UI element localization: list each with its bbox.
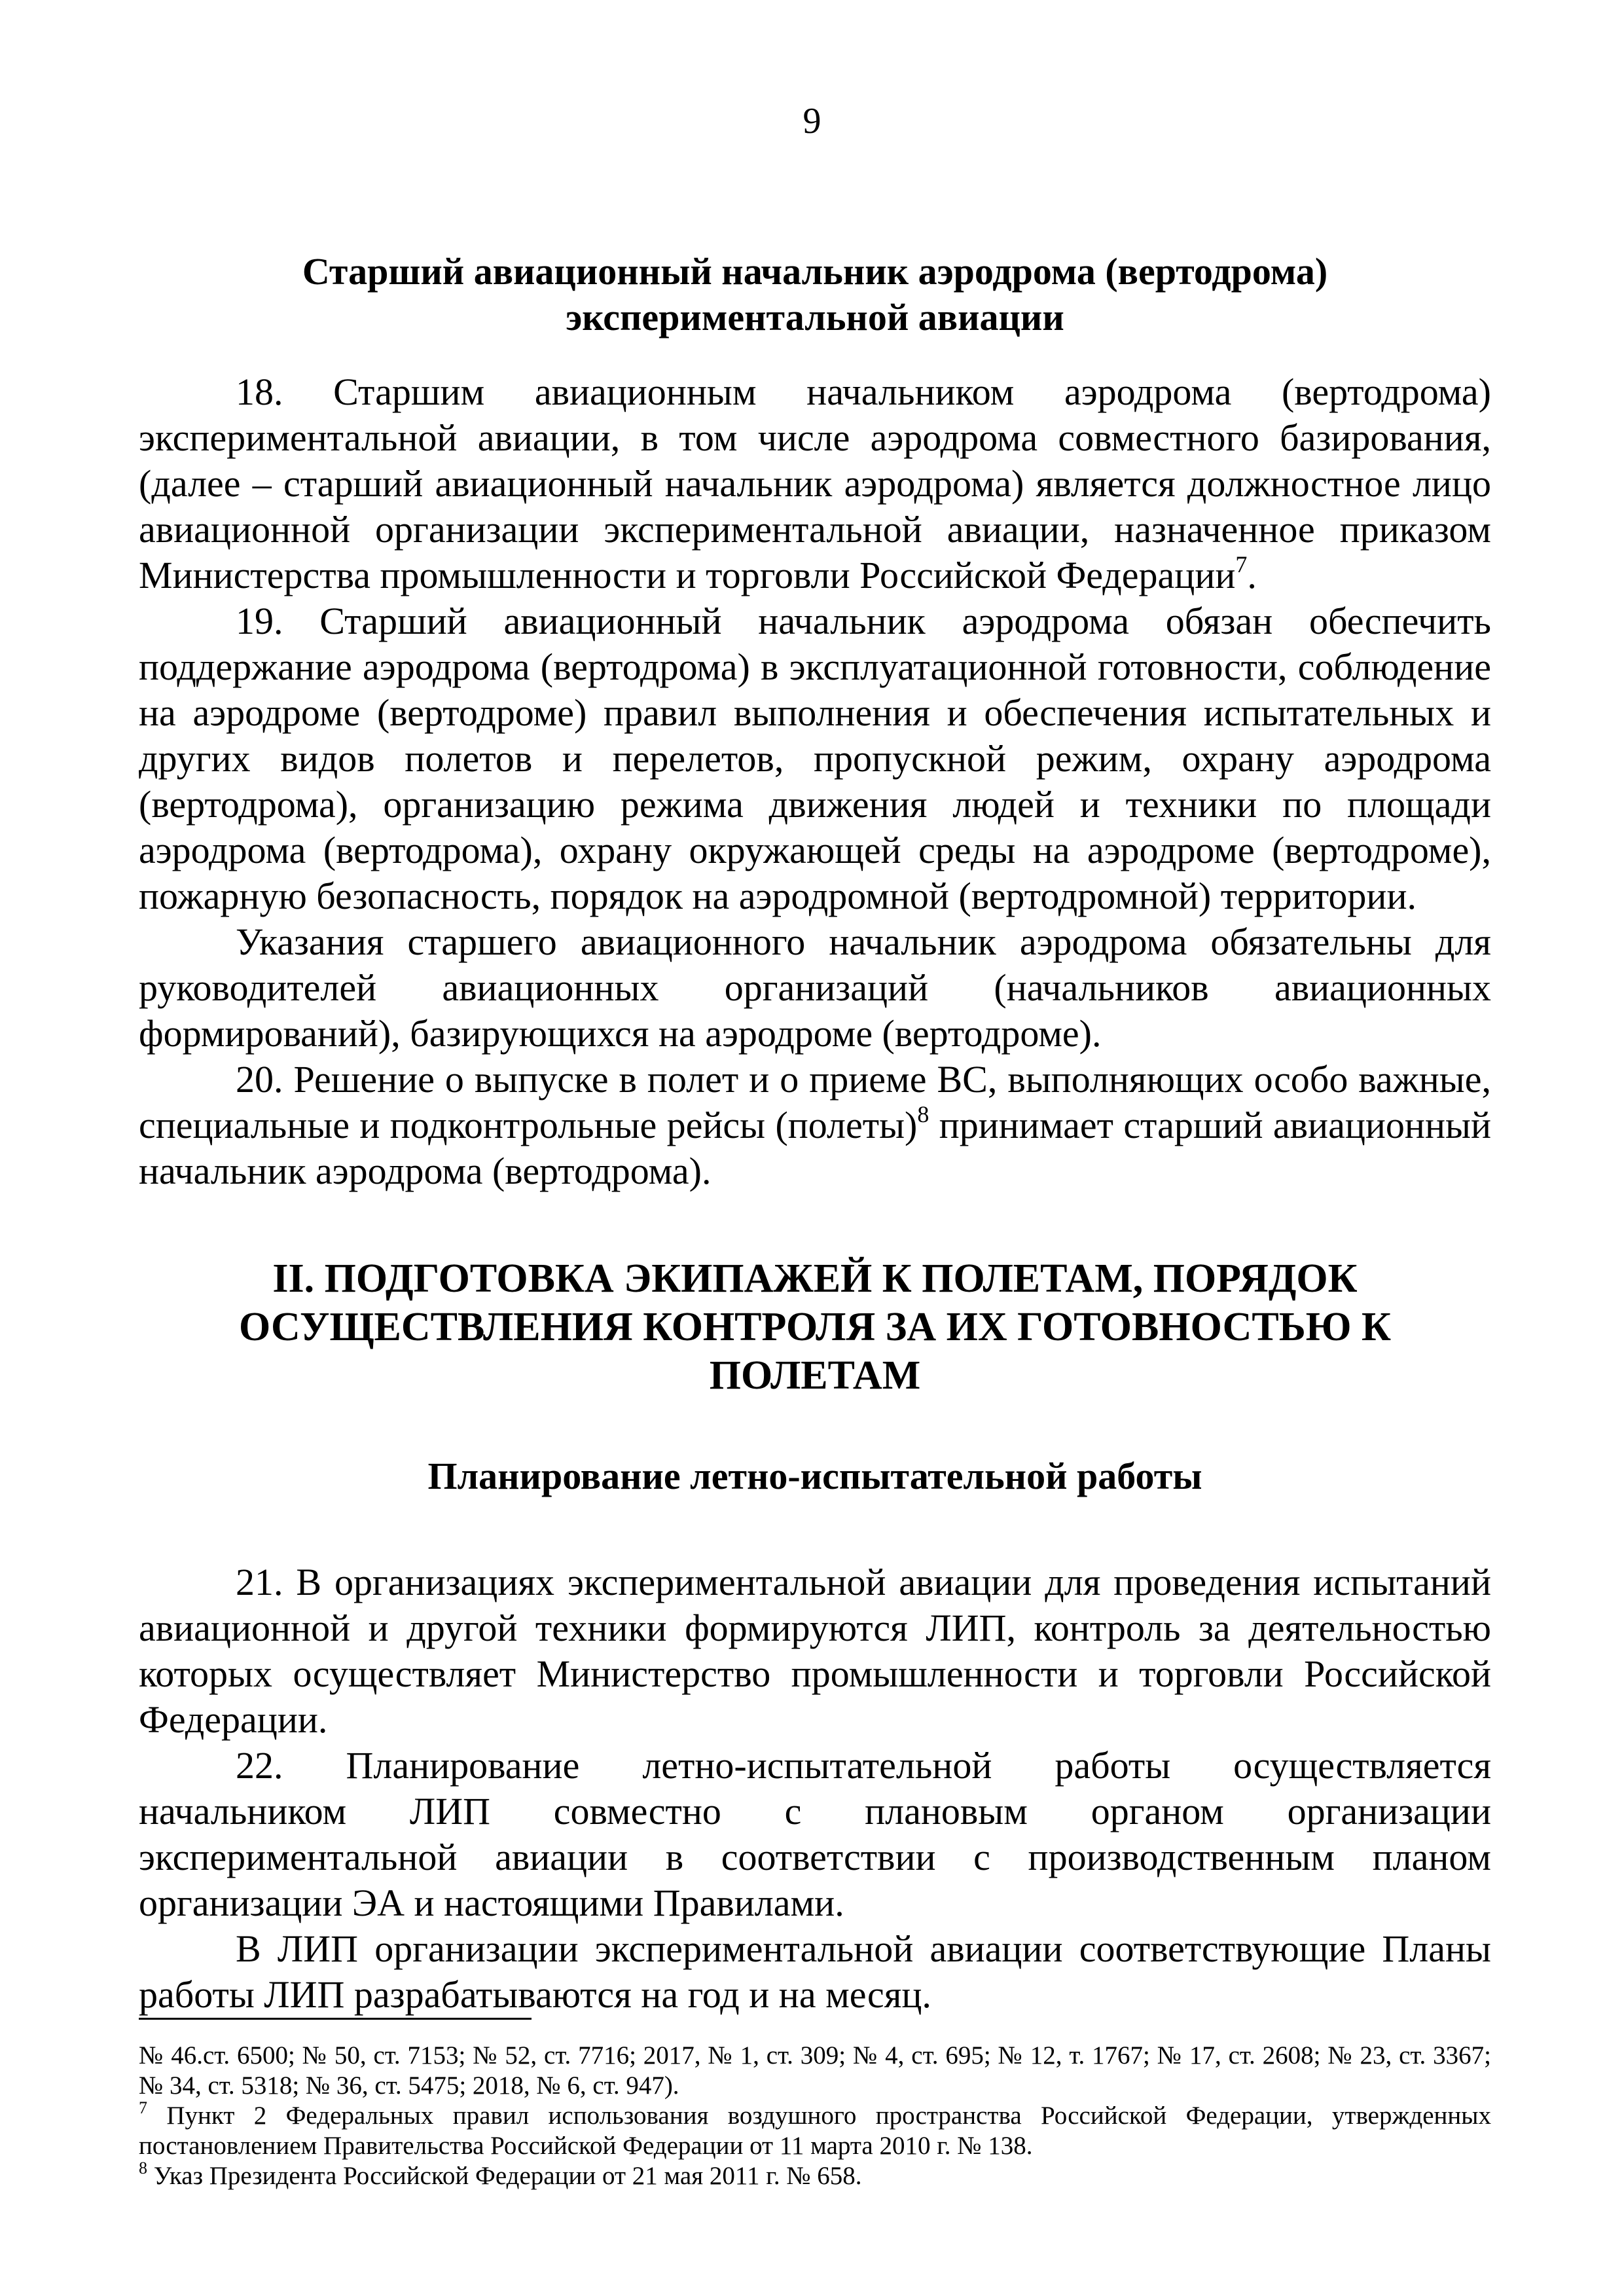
footnote-continuation: № 46.ст. 6500; № 50, ст. 7153; № 52, ст. 7716; 2017, № 1, ст. 309; № 4, ст. 695; № 12, т. 1767; № 17, ст. 2608; № 23, ст. 3367; № 34, ст. 5318; № 36, ст. 5475; 2018, № 6, ст. 947).	[139, 2041, 1491, 2100]
chapter-heading-line-2: ОСУЩЕСТВЛЕНИЯ КОНТРОЛЯ ЗА ИХ ГОТОВНОСТЬЮ К ПОЛЕТАМ	[239, 1305, 1391, 1398]
footnote-divider	[139, 2018, 532, 2020]
footnote-ref-7: 7	[1235, 551, 1248, 577]
footnote-ref-8: 8	[917, 1101, 929, 1127]
footnote-8-text: Указ Президента Российской Федерации от 21 мая 2011 г. № 658.	[147, 2162, 862, 2190]
section-heading-senior-chief	[139, 249, 1491, 340]
paragraph-19-continued: Указания старшего авиационного начальник аэродрома обязательны для руководителей авиационных организаций (начальников авиационных формирований), базирующихся на аэродроме (вертодроме).	[139, 920, 1491, 1055]
paragraph-22-continued: В ЛИП организации экспериментальной авиации соответствующие Планы работы ЛИП разрабатываются на год и на месяц.	[139, 1927, 1491, 2016]
paragraph-19: 19. Старший авиационный начальник аэродрома обязан обеспечить поддержание аэродрома (вертодрома) в эксплуатационной готовности, соблюдение на аэродроме (вертодроме) правил выполнения и обеспечения испытательных и других видов полетов и перелетов, пропускной режим, охрану аэродрома (вертодрома), организацию режима движения людей и техники по площади аэродрома (вертодрома), охрану окружающей среды на аэродроме (вертодроме), пожарную безопасность, порядок на аэродромной (вертодромной) территории.	[139, 600, 1491, 917]
paragraph-20-end: принимает старший авиационный начальник аэродрома (вертодрома).	[139, 1104, 1492, 1192]
paragraph-18	[139, 369, 1491, 598]
heading-line-1: Старший авиационный начальник аэродрома (вертодрома)	[302, 250, 1328, 293]
chapter-heading-line-1: II. ПОДГОТОВКА ЭКИПАЖЕЙ К ПОЛЕТАМ, ПОРЯДОК	[272, 1256, 1358, 1301]
page-number: 9	[803, 101, 821, 141]
footnote-8-mark: 8	[139, 2159, 147, 2178]
paragraph-20-text: 20. Решение о выпуске в полет и о приеме ВС, выполняющих особо важные, специальные и подконтрольные рейсы (полеты)	[139, 1058, 1491, 1146]
footnote-7-mark: 7	[139, 2098, 147, 2117]
footnote-8	[139, 2161, 1491, 2191]
chapter-heading-crew-training	[139, 1254, 1491, 1400]
footnotes	[139, 2018, 1491, 2191]
heading-line-2: экспериментальной авиации	[566, 296, 1064, 338]
document-body	[139, 249, 1491, 2018]
section-heading-planning: Планирование летно-испытательной работы	[427, 1455, 1202, 1497]
paragraph-22: 22. Планирование летно-испытательной работы осуществляется начальником ЛИП совместно с плановым органом организации экспериментальной авиации в соответствии с производственным планом организации ЭА и настоящими Правилами.	[139, 1744, 1491, 1924]
paragraph-18-end: .	[1247, 554, 1257, 596]
paragraph-20	[139, 1057, 1491, 1194]
footnote-7	[139, 2098, 1491, 2161]
footnote-7-text: Пункт 2 Федеральных правил использования воздушного пространства Российской Федерации, утвержденных постановлением Правительства Российской Федерации от 11 марта 2010 г. № 138.	[139, 2102, 1491, 2160]
paragraph-18-text: 18. Старшим авиационным начальником аэродрома (вертодрома) экспериментальной авиации, в том числе аэродрома совместного базирования, (далее – старший авиационный начальник аэродрома) является должностное лицо авиационной организации экспериментальной авиации, назначенное приказом Министерства промышленности и торговли Российской Федерации	[139, 371, 1491, 596]
paragraph-21: 21. В организациях экспериментальной авиации для проведения испытаний авиационной и другой техники формируются ЛИП, контроль за деятельностью которых осуществляет Министерство промышленности и торговли Российской Федерации.	[139, 1561, 1491, 1741]
